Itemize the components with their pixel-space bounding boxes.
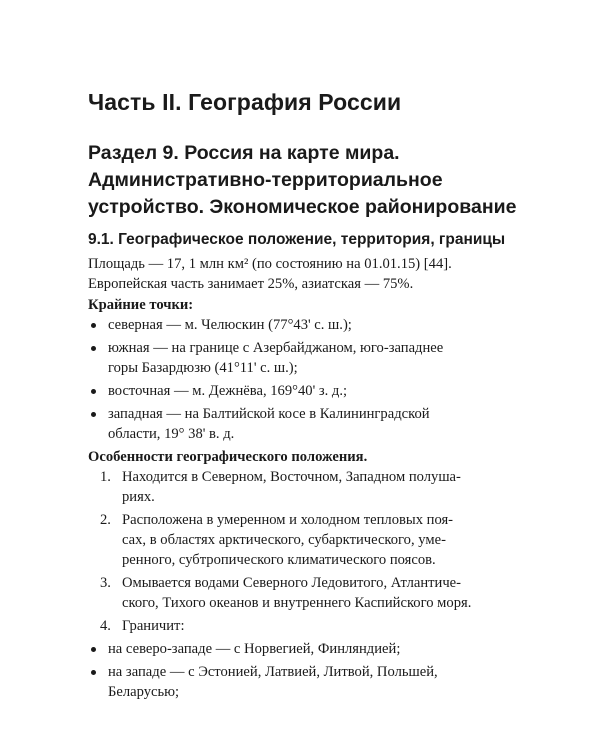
list-item-line: Расположена в умеренном и холодном тепловых поя- xyxy=(122,512,454,528)
list-item xyxy=(88,404,528,444)
list-item xyxy=(88,616,528,636)
subsection-title: 9.1. Географическое положение, территория, границы xyxy=(88,231,506,248)
item-number: 1. xyxy=(100,469,111,485)
list-item-line: северная — м. Челюскин (77°43' с. ш.); xyxy=(108,317,352,333)
extreme-points-heading: Крайние точки: xyxy=(88,297,194,313)
list-item-line: риях. xyxy=(122,489,155,505)
bullet-icon xyxy=(91,323,96,328)
part-title: Часть II. География России xyxy=(88,89,402,115)
list-item-line: сах, в областях арктического, субарктического, уме- xyxy=(122,532,446,548)
list-item-line: Находится в Северном, Восточном, Западном полуша- xyxy=(122,469,461,485)
list-item-line: Омывается водами Северного Ледовитого, Атлантиче- xyxy=(122,575,461,591)
list-item-line: горы Базардюзю (41°11' с. ш.); xyxy=(108,360,298,376)
body-text xyxy=(88,254,528,702)
bullet-icon xyxy=(91,389,96,394)
list-item-line: области, 19° 38' в. д. xyxy=(108,426,235,442)
features-heading: Особенности географического положения. xyxy=(88,449,368,465)
list-item xyxy=(88,315,528,335)
section-title xyxy=(88,140,528,221)
item-number: 2. xyxy=(100,512,111,528)
features-list xyxy=(88,467,528,636)
bullet-icon xyxy=(91,647,96,652)
list-item-line: ренного, субтропического климатического поясов. xyxy=(122,552,436,568)
list-item xyxy=(88,467,528,507)
extreme-points-list xyxy=(88,315,528,444)
section-title-line: Административно-территориальное xyxy=(88,169,443,191)
list-item xyxy=(88,510,528,570)
list-item-line: ского, Тихого океанов и внутреннего Каспийского моря. xyxy=(122,595,472,611)
list-item-line: Граничит: xyxy=(122,618,185,634)
item-number: 3. xyxy=(100,575,111,591)
list-item-line: восточная — м. Дежнёва, 169°40' з. д.; xyxy=(108,383,348,399)
area-line: Европейская часть занимает 25%, азиатская — 75%. xyxy=(88,276,414,292)
list-item xyxy=(88,338,528,378)
list-item-line: западная — на Балтийской косе в Калининградской xyxy=(108,406,430,422)
borders-list xyxy=(88,639,528,702)
section-title-line: устройство. Экономическое районирование xyxy=(88,196,517,218)
list-item xyxy=(88,662,528,702)
item-number: 4. xyxy=(100,618,111,634)
list-item xyxy=(88,381,528,401)
list-item-line: Беларусью; xyxy=(108,684,180,700)
bullet-icon xyxy=(91,670,96,675)
list-item xyxy=(88,639,528,659)
bullet-icon xyxy=(91,346,96,351)
list-item-line: южная — на границе с Азербайджаном, юго-западнее xyxy=(108,340,444,356)
area-line: Площадь — 17, 1 млн км² (по состоянию на 01.01.15) [44]. xyxy=(88,256,452,272)
list-item-line: на западе — с Эстонией, Латвией, Литвой, Польшей, xyxy=(108,664,438,680)
bullet-icon xyxy=(91,412,96,417)
list-item xyxy=(88,573,528,613)
section-title-line: Раздел 9. Россия на карте мира. xyxy=(88,142,400,164)
document-page xyxy=(88,88,528,705)
list-item-line: на северо-западе — с Норвегией, Финляндией; xyxy=(108,641,401,657)
